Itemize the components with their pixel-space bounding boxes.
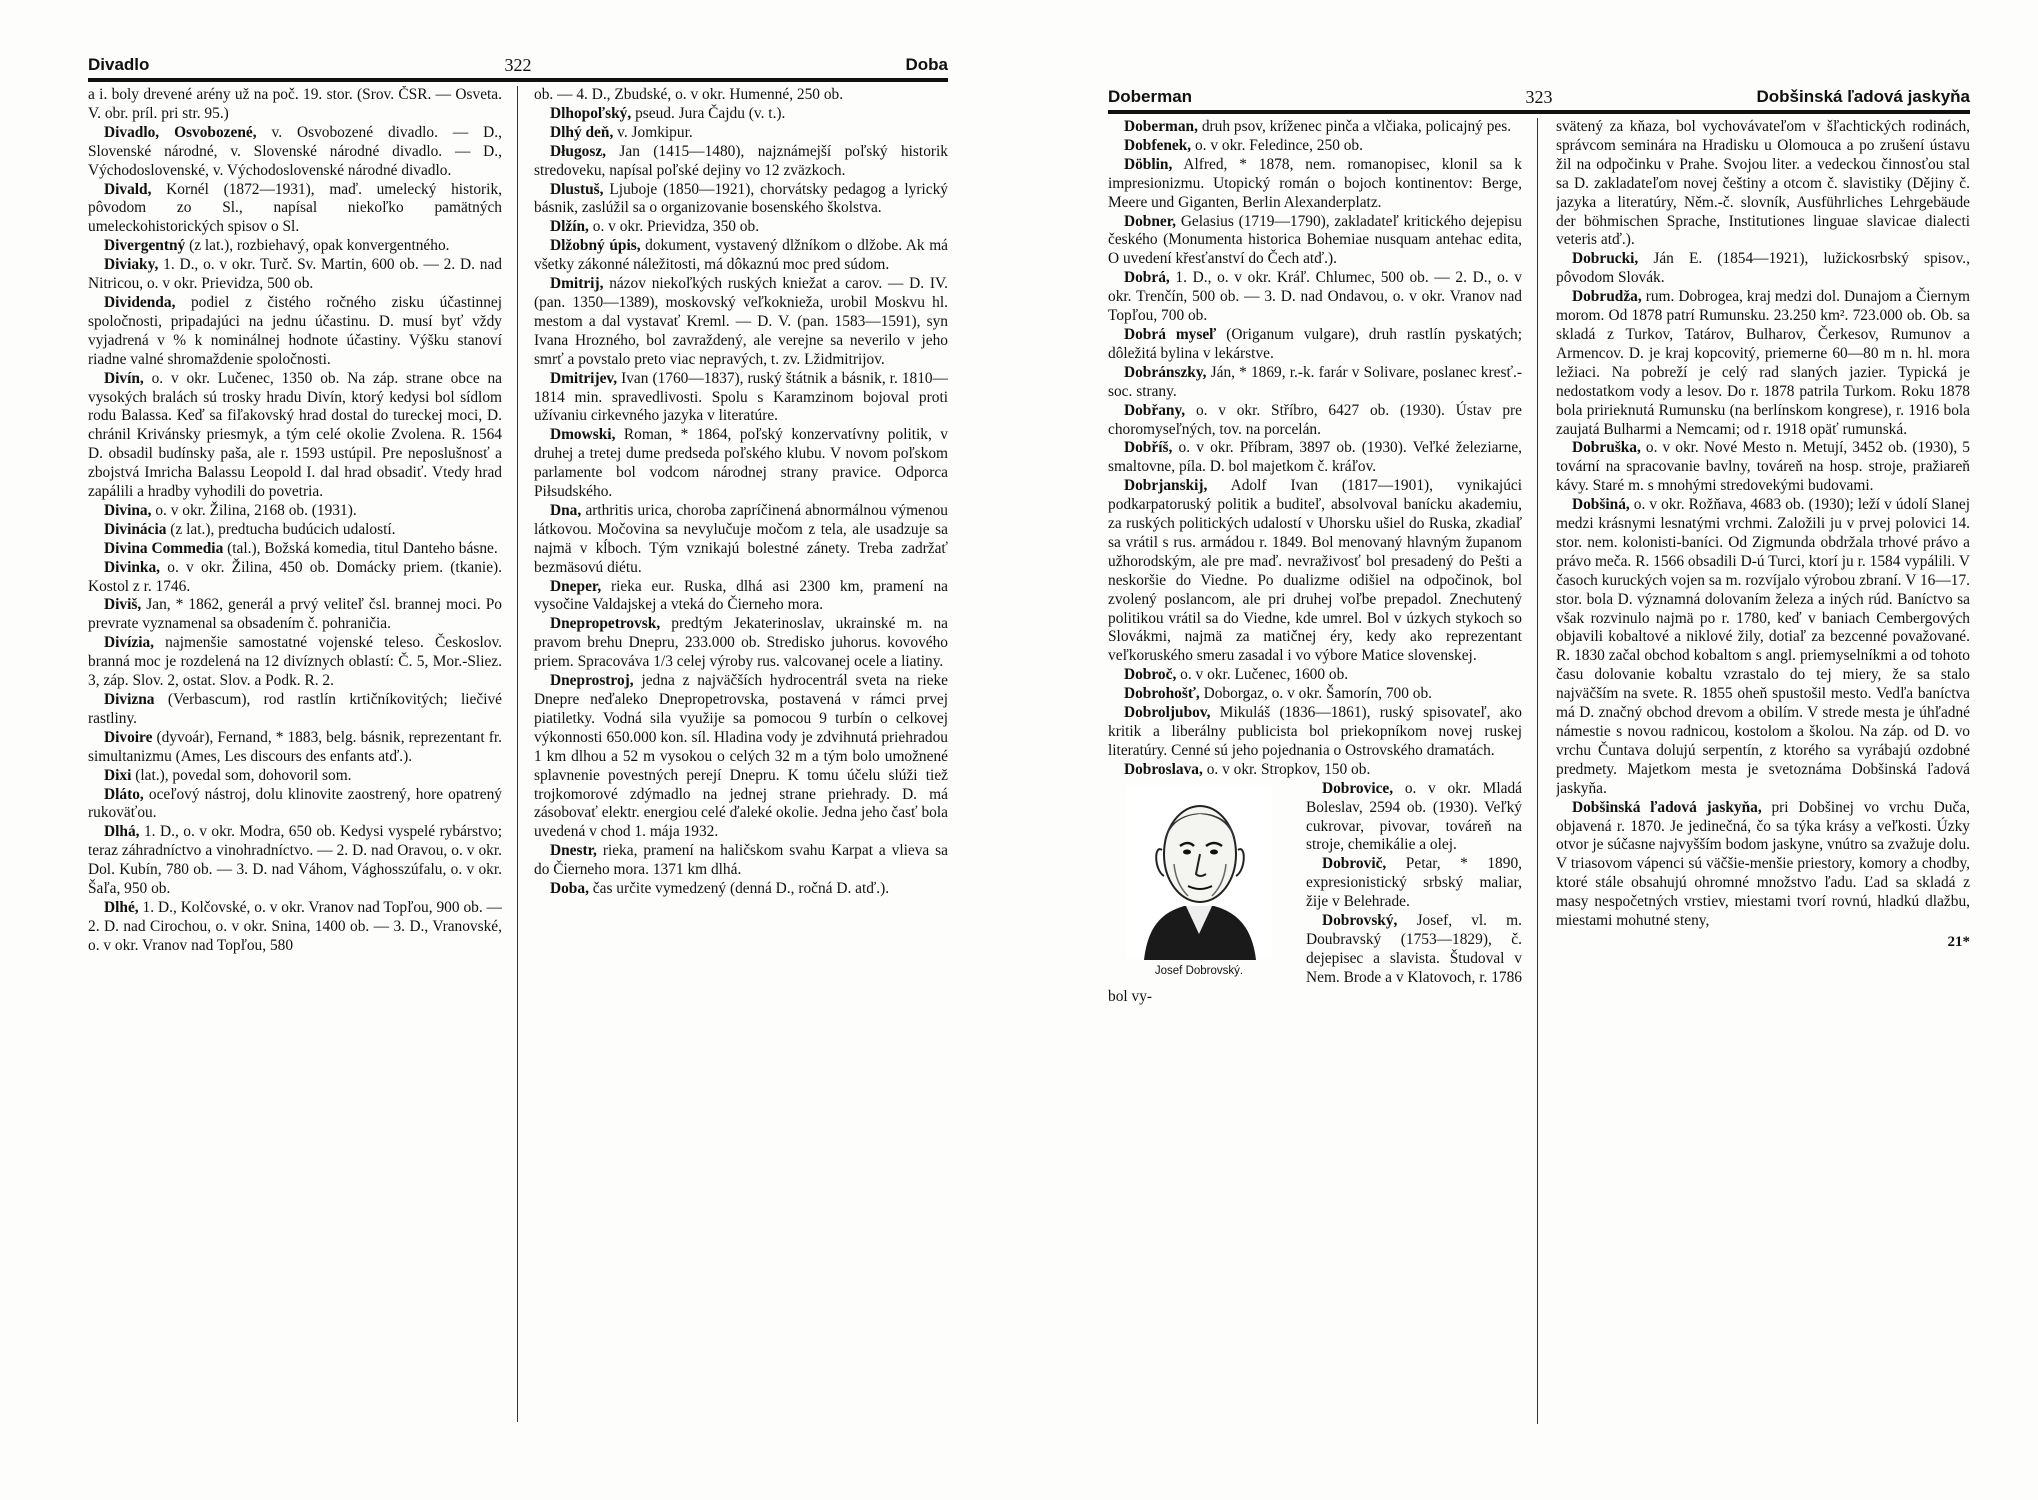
entry-headword: Dobruška, — [1572, 439, 1641, 457]
entry-headword: Döblin, — [1124, 155, 1173, 173]
right-column-1 — [1108, 118, 1522, 1484]
dictionary-entry — [534, 237, 948, 275]
entry-text: a i. boly drevené arény už na poč. 19. stor. (Srov. ČSR. — Osveta. V. obr. príl. pri str. 95.) — [88, 86, 502, 122]
entry-headword: Dlhopoľský, — [550, 104, 632, 122]
dictionary-entry — [1108, 685, 1522, 704]
entry-headword: Dlžín, — [550, 218, 589, 236]
right-page — [1108, 84, 1970, 1484]
left-column-2 — [534, 86, 948, 1482]
entry-headword: Dlžobný úpis, — [550, 237, 641, 255]
entry-headword: Długosz, — [550, 142, 607, 160]
entry-text: oceľový nástroj, dolu klinovite zaostrený, hore opatrený rukoväťou. — [88, 785, 502, 822]
dictionary-entry — [88, 767, 502, 786]
dictionary-entry — [1556, 496, 1970, 799]
dictionary-entry — [1108, 477, 1522, 666]
dictionary-entry — [1556, 288, 1970, 439]
entry-text: názov niekoľkých ruských kniežat a carov. — D. IV. (pan. 1350—1389), moskovský veľkoknieža, urobil Moskvu hl. mestom a dal vystavať Kreml. — D. V. (pan. 1583—1591), syn Ivana Hrozného, bol zavraždený, ale verejne sa neverilo v jeho smrť a povstalo preto viac nepravých, t. zv. Lžidmitrijov. — [534, 275, 948, 368]
entry-text: Ján E. (1854—1921), lužickosrbský spisov., pôvodom Slovák. — [1556, 250, 1970, 287]
entry-text: najmenšie samostatné vojenské teleso. Českoslov. branná moc je rozdelená na 12 divíznych oblastí: Č. 5, Mor.-Sliez. 3, záp. Slov. 2, ostat. Slov. a Podk. R. 2. — [88, 634, 502, 690]
entry-text: Ljuboje (1850—1921), chorvátsky pedagog a lyrický básnik, zaslúžil sa o organizovanie bosenského školstva. — [534, 180, 948, 217]
entry-text: Ján, * 1869, r.-k. farár v Solivare, poslanec kresť.-soc. strany. — [1108, 363, 1522, 400]
right-column-divider — [1537, 118, 1538, 1424]
entry-text: pri Dobšinej vo vrchu Duča, objavená r. 1870. Je jedinečná, čo sa týka krásy a veľkosti. Úzky otvor je súčasne najvyšším bodom jaskyne, vnútro sa zvažuje dolu. V triasovom vápenci sú väčšie-menšie priestory, komory a chodby, ktoré stále obsahujú ohromné množstvo ľadu. Ľad sa skladá z masy nespočetných vrstiev, miestami tvorí rovnú, hladkú dlažbu, miestami mohutné steny, — [1556, 798, 1970, 930]
dictionary-entry — [88, 521, 502, 540]
entry-text: o. v okr. Příbram, 3897 ob. (1930). Veľké železiarne, smaltovne, píla. D. bol majetkom č. kráľov. — [1108, 439, 1522, 476]
entry-headword: Dneprostroj, — [550, 672, 634, 690]
entry-text: o. v okr. Lučenec, 1350 ob. Na záp. strane obce na vysokých bralách sú trosky hradu Divín, ktorý kedysi bol sídlom rodu Balassa. Keď sa fiľakovský hrad dostal do tureckej moci, D. chránil Krivánsky priesmyk, a tým celé okolie Zvolena. R. 1564 D. obsadil budínsky paša, ale r. 1593 ustúpil. Pre neposlušnosť a zbojstvá Imricha Balassu Leopold I. dal hrad obsadiť. Vtedy hrad zapálili a hradby vyhodili do povetria. — [88, 369, 502, 501]
entry-headword: Dobřany, — [1124, 401, 1186, 419]
entry-headword: Divín, — [104, 369, 144, 387]
dictionary-entry — [534, 275, 948, 370]
right-page-number: 323 — [1525, 87, 1553, 107]
entry-headword: Dna, — [550, 501, 582, 519]
right-running-header — [1108, 84, 1970, 114]
entry-headword: Dobříš, — [1124, 439, 1173, 457]
entry-headword: Dobroslava, — [1124, 760, 1203, 778]
entry-text: (dyvoár), Fernand, * 1883, belg. básnik, reprezentant fr. simultanizmu (Ames, Les discours des enfants atď.). — [88, 728, 502, 765]
dictionary-entry — [1108, 761, 1522, 780]
entry-headword: Dixi — [104, 766, 132, 784]
signature-mark: 21* — [1947, 933, 1970, 950]
entry-headword: Dobrá, — [1124, 269, 1170, 287]
left-header-first-entry: Divadlo — [88, 55, 150, 74]
entry-headword: Dobrá myseľ — [1124, 325, 1217, 343]
dictionary-entry — [1556, 799, 1970, 931]
dictionary-entry — [88, 559, 502, 597]
entry-headword: Dobfenek, — [1124, 136, 1192, 154]
dictionary-entry — [88, 370, 502, 502]
entry-headword: Dobrovice, — [1322, 779, 1394, 797]
entry-text: Petar, * 1890, expresionistický srbský maliar, žije v Belehrade. — [1306, 855, 1522, 911]
entry-headword: Doberman, — [1124, 118, 1198, 135]
dictionary-entry — [534, 105, 948, 124]
dictionary-entry — [534, 672, 948, 842]
entry-text: v. Jomkipur. — [617, 123, 693, 141]
entry-headword: Divina, — [104, 501, 152, 519]
entry-text: druh psov, kríženec pinča a vlčiaka, policajný pes. — [1201, 118, 1512, 135]
entry-text: Adolf Ivan (1817—1901), vynikajúci podkarpatoruský politik a buditeľ, absolvoval banícku akademiu, za ruských politických udalostí v Uhorsku ušiel do Ruska, zkadiaľ sa vrátil s rus. armádou r. 1849. Bol menovaný hlavným županom užhorodským, ale pre maď. nevraživosť bol presadený do Pešti a neskoršie do Viedne. Po dualizme odišiel na odpočinok, bol zvolený poslancom, ale pri druhej voľbe prepadol. Znechutený politikou vrátil sa do Viedne, kde umrel. Bol v úzkych stykoch so Slovákmi, najmä za matičnej éry, kedy ako reprezentant veľkoruského smeru zasadal i vo výbore Matice slovenskej. — [1108, 477, 1522, 665]
entry-text: o. v okr. Prievidza, 350 ob. — [592, 218, 760, 236]
dictionary-entry — [88, 256, 502, 294]
entry-headword: Divizna — [104, 691, 155, 708]
entry-text: o. v okr. Nové Mesto n. Metují, 3452 ob. (1930), 5 tovární na spracovanie bavlny, továreň na hosp. stroje, pražiareň kávy. Staré m. s mnohými stredovekými budovami. — [1556, 439, 1970, 495]
dictionary-entry — [534, 502, 948, 578]
entry-headword: Dobránszky, — [1124, 363, 1207, 381]
portrait-engraving-icon — [1124, 784, 1274, 960]
dictionary-entry — [534, 124, 948, 143]
entry-text: rieka, pramení na haličskom svahu Karpat a vlieva sa do Čierneho mora. 1371 km dlhá. — [534, 842, 948, 879]
entry-headword: Dobrjanskij, — [1124, 477, 1208, 495]
dobrovsky-portrait-figure — [1108, 784, 1294, 981]
entry-text: o. v okr. Žilina, 2168 ob. (1931). — [155, 501, 357, 519]
entry-headword: Divízia, — [104, 634, 155, 652]
entry-text: o. v okr. Feledince, 250 ob. — [1194, 136, 1363, 154]
entry-headword: Dobrovič, — [1322, 855, 1387, 873]
entry-headword: Divina Commedia — [104, 539, 224, 557]
entry-headword: Dobroljubov, — [1124, 704, 1211, 722]
entry-text: dokument, vystavený dlžníkom o dlžobe. Ak má všetky zákonné náležitosti, má dôkaznú moc pred súdom. — [534, 237, 948, 274]
entry-text: Josef, vl. m. Doubravský (1753—1829), č. dejepisec a slavista. Študoval v Nem. Brode a v Klatovoch, r. 1786 bol vy- — [1108, 912, 1522, 1005]
entry-text: v. Osvobozené divadlo. — D., Slovenské národné, v. Slovenské národné divadlo. — D., Východoslovenské, v. Východoslovenské národné divadlo. — [88, 123, 502, 179]
entry-headword: Dlhé, — [104, 898, 139, 916]
entry-text: rum. Dobrogea, kraj medzi dol. Dunajom a Čiernym morom. Od 1878 patrí Rumunsku. 23.250 km². 723.000 ob. Ob. sa skladá z Turkov, Tatárov, Bulharov, Čerkesov, Rumunov a Armencov. D. je kraj kopcovitý, priemerne 60—80 m n. hl. mora ležiaci. Na pobreží je celý rad slaných jazier. Typická je nedostatkom vody a lesov. Do r. 1878 patrila Turkom. Roku 1878 bola pririeknutá Rumunsku (na berlínskom kongrese), r. 1916 bola zaujatá Bulharmi a Nemcami; od r. 1918 opäť rumunská. — [1556, 288, 1970, 438]
entry-headword: Diviaky, — [104, 256, 159, 274]
dictionary-entry — [1108, 439, 1522, 477]
right-header-first-entry: Doberman — [1108, 87, 1193, 106]
dictionary-entry — [534, 143, 948, 181]
entry-text: predtým Jekaterinoslav, ukrainské m. na pravom brehu Dnepru, 233.000 ob. Stredisko juhorus. kovového priem. Spracováva 1/3 celej výroby rus. valcovanej ocele a liatiny. — [534, 615, 948, 671]
entry-headword: Dmitrij, — [550, 275, 604, 293]
entry-text: Jan (1415—1480), najznámejší poľský historik stredoveku, napísal poľské dejiny vo 12 zväzkoch. — [534, 142, 948, 179]
entry-text: 1. D., Kolčovské, o. v okr. Vranov nad Topľou, 900 ob. — 2. D. nad Cirochou, o. v okr. Snina, 1400 ob. — 3. D., Vranovské, o. v okr. Vranov nad Topľou, 580 — [88, 898, 502, 954]
entry-text: (tal.), Božská komedia, titul Danteho básne. — [227, 539, 498, 557]
entry-headword: Divinácia — [104, 520, 167, 538]
dictionary-entry — [1108, 213, 1522, 270]
entry-text: 1. D., o. v okr. Turč. Sv. Martin, 600 ob. — 2. D. nad Nitricou, o. v okr. Prievidza, 500 ob. — [88, 256, 502, 293]
dictionary-entry — [534, 86, 948, 105]
dictionary-entry — [1108, 364, 1522, 402]
entry-headword: Dobrudža, — [1572, 288, 1642, 306]
entry-text: (z lat.), rozbiehavý, opak konvergentného. — [189, 237, 450, 255]
entry-text: o. v okr. Lučenec, 1600 ob. — [1180, 666, 1349, 684]
entry-text: o. v okr. Mladá Boleslav, 2594 ob. (1930). Veľký cukrovar, pivovar, továreň na stroje, chemikálie a olej. — [1306, 779, 1522, 854]
entry-headword: Dmowski, — [550, 426, 616, 444]
entry-headword: Dlhá, — [104, 823, 140, 841]
dictionary-entry — [88, 823, 502, 899]
dictionary-entry — [88, 634, 502, 691]
entry-headword: Dmitrijev, — [550, 369, 618, 387]
entry-headword: Dobrovský, — [1322, 912, 1398, 930]
dictionary-entry — [88, 786, 502, 824]
entry-text: Jan, * 1862, generál a prvý veliteľ čsl. brannej moci. Po prevrate vyznamenal sa obsadením č. pohraničia. — [88, 596, 502, 633]
dictionary-entry — [1556, 439, 1970, 496]
dictionary-entry — [1108, 269, 1522, 326]
entry-text: o. v okr. Stropkov, 150 ob. — [1206, 760, 1371, 778]
dictionary-entry — [534, 218, 948, 237]
dictionary-entry — [88, 899, 502, 956]
entry-text: čas určite vymedzený (denná D., ročná D. atď.). — [592, 880, 890, 898]
dictionary-entry — [88, 691, 502, 729]
dictionary-entry — [534, 370, 948, 427]
entry-text: o. v okr. Stříbro, 6427 ob. (1930). Ústav pre choromyseľných, tov. na porcelán. — [1108, 401, 1522, 438]
entry-text: jedna z najväčších hydrocentrál sveta na rieke Dnepre neďaleko Dnepropetrovska, postavená v rámci prvej piatiletky. Vodná sila využije sa pomocou 9 turbín o celkovej výkonnosti 650.000 kon. síl. Hladina vody je zdvihnutá priehradou 1 km dlhou a 52 m vysokou o celých 32 m a tým bolo umožnené splavnenie povestných perejí Dnepru. K tomu účelu slúži tiež trojkomorové zdýmadlo na jednej strane priehrady. D. má zásobovať elektr. energiou celé ďaleké okolie. Jedna jeho časť bola uvedená v chod 1. mája 1932. — [534, 672, 948, 841]
dictionary-entry — [88, 86, 502, 124]
entry-headword: Dobrucki, — [1572, 250, 1639, 268]
entry-headword: Dnestr, — [550, 842, 597, 860]
entry-text: Doborgaz, o. v okr. Šamorín, 700 ob. — [1203, 685, 1433, 703]
entry-text: svätený za kňaza, bol vychovávateľom v šľachtických rodinách, správcom seminára na Hradisku u Olomouca a po zrušení ústavu žil na odpočinku v Prahe. Svojou liter. a vedeckou činnosťou stal sa D. zakladateľom novej češtiny a otcom č. slavistiky (Dějiny č. jazyka a literatúry, Něm.-č. slovník, Ausführliches Lehrgebäude der böhmischen Sprache, Institutiones linguae slavicae dialecti veteris atď.). — [1556, 118, 1970, 249]
left-page — [88, 52, 948, 1482]
entry-headword: Diviš, — [104, 596, 142, 614]
entry-headword: Dlustuš, — [550, 180, 604, 198]
dictionary-entry — [88, 596, 502, 634]
entry-text: (Verbascum), rod rastlín krtičníkovitých; liečivé rastliny. — [88, 691, 502, 727]
entry-text: o. v okr. Rožňava, 4683 ob. (1930); leží v údolí Slanej medzi krásnymi lesnatými vrchmi. Založili ju v prvej polovici 14. stor. nem. kolonisti-baníci. Od Zigmunda obdržala trhové právo a právo meča. R. 1566 obsadili D-ú Turci, ktorí ju r. 1584 vypálili. V časoch kuruckých vojen sa m. rozvíjalo výrobou zbraní. V 16—17. stor. bola D. významná dolovaním železa a iných rúd. Baníctvo sa však rozvinulo najmä po r. 1780, keď v baniach Cembergových objavili kobaltové a niklové žily, dotiaľ za bezcenné považované. R. 1830 začal obchod kobaltom s angl. priemyselníkmi a od tohoto času dolovanie kobaltu vzrastalo do tej miery, že sa stalo najväčším na svete. R. 1855 oheň spustošil mesto. Vedľa baníctva má D. značný obchod drevom a obilím. V strede mesta je úhľadné námestie s novou radnicou, kostolom a školou. Na záp. od D. vo vrchu Čuntava dolujú serpentín, z ktorého sa vyrábajú ozdobné predmety. Majetkom mesta je svetoznáma Dobšinská ľadová jaskyňa. — [1556, 496, 1970, 797]
dictionary-entry — [534, 181, 948, 219]
entry-headword: Divergentný — [104, 237, 186, 255]
dictionary-entry — [534, 578, 948, 616]
entry-headword: Dobroč, — [1124, 666, 1177, 684]
entry-text: ob. — 4. D., Zbudské, o. v okr. Humenné, 250 ob. — [534, 86, 844, 103]
entry-text: o. v okr. Žilina, 450 ob. Domácky priem. (tkanie). Kostol z r. 1746. — [88, 558, 502, 595]
dictionary-entry — [534, 880, 948, 899]
entry-text: rieka eur. Ruska, dlhá asi 2300 km, pramení na vysočine Valdajskej a vteká do Čierneho mora. — [534, 577, 948, 614]
entry-text: arthritis urica, choroba zapríčinená abnormálnou výmenou látkovou. Močovina sa nevylučuje močom z tela, ale usadzuje sa najmä v kĺboch. Tým vznikajú bolestné zánety. Treba zadržať bezmäsovú diétu. — [534, 501, 948, 576]
entry-headword: Divadlo, Osvobozené, — [104, 123, 257, 141]
entry-text: 1. D., o. v okr. Kráľ. Chlumec, 500 ob. — 2. D., o. v okr. Trenčín, 500 ob. — 3. D. nad Ondavou, o. v okr. Vranov nad Topľou, 700 ob. — [1108, 269, 1522, 325]
dictionary-entry — [1108, 156, 1522, 213]
entry-headword: Doba, — [550, 880, 589, 898]
portrait-caption: Josef Dobrovský. — [1154, 964, 1244, 977]
entry-text: Gelasius (1719—1790), zakladateľ kritického dejepisu českého (Monumenta historica Bohemiae nusquam antehac edita, O uvedení křesťanství do Čech atď.). — [1108, 212, 1522, 268]
entry-headword: Divinka, — [104, 558, 161, 576]
entry-text: podiel z čistého ročného zisku účastinnej spoločnosti, pripadajúci na jednu účastinu. D. musí byť vždy vyjadrená v % k nominálnej hodnote účastiny. Výšku stanoví riadne valné shromaždenie spoločnosti. — [88, 293, 502, 368]
dictionary-entry — [1556, 250, 1970, 288]
dictionary-entry — [88, 294, 502, 370]
dictionary-entry — [1108, 137, 1522, 156]
dictionary-entry — [534, 842, 948, 880]
entry-headword: Dobrohošť, — [1124, 685, 1200, 703]
entry-headword: Divoire — [104, 728, 153, 746]
entry-text: (z lat.), predtucha budúcich udalostí. — [170, 520, 396, 538]
left-column-divider — [517, 86, 518, 1422]
entry-text: (lat.), povedal som, dohovoril som. — [135, 766, 352, 784]
entry-headword: Dividenda, — [104, 293, 176, 311]
dictionary-entry — [88, 237, 502, 256]
entry-headword: Dobšinská ľadová jaskyňa, — [1572, 798, 1762, 816]
entry-text: Ivan (1760—1837), ruský štátnik a básnik, r. 1810—1814 min. spravedlivosti. Spolu s Karamzinom bojoval proti užívaniu cirkevného jazyka v literatúre. — [534, 369, 948, 425]
right-header-last-entry: Dobšinská ľadová jaskyňa — [1756, 87, 1970, 106]
entry-text: Kornél (1872—1931), maď. umelecký historik, pôvodom zo Sl., napísal niekoľko pamätných umeleckohistorických spisov o Sl. — [88, 180, 502, 236]
dictionary-entry — [1108, 666, 1522, 685]
entry-headword: Dobšiná, — [1572, 496, 1630, 514]
entry-headword: Dlhý deň, — [550, 123, 614, 141]
entry-text: pseud. Jura Čajdu (v. t.). — [635, 104, 786, 122]
entry-headword: Dobner, — [1124, 212, 1177, 230]
entry-headword: Dneper, — [550, 577, 602, 595]
dictionary-entry — [1108, 326, 1522, 364]
dictionary-entry — [1108, 402, 1522, 440]
entry-text: Alfred, * 1878, nem. romanopisec, klonil sa k impresionizmu. Utopický román o bojoch kontinentov: Berge, Meere und Giganten, Berlin Alexanderplatz. — [1108, 155, 1522, 211]
right-column-2 — [1556, 118, 1970, 1484]
entry-text: Mikuláš (1836—1861), ruský spisovateľ, ako kritik a liberálny publicista bol priekopníkom novej ruskej literatúry. Cenné sú jeho pojednania o Ostrovského dramatách. — [1108, 704, 1522, 759]
left-page-number: 322 — [504, 55, 532, 75]
dictionary-entry — [1108, 118, 1522, 137]
dictionary-entry — [88, 181, 502, 238]
dictionary-entry — [88, 124, 502, 181]
entry-text: (Origanum vulgare), druh rastlín pyskatých; dôležitá bylina v lekárstve. — [1108, 325, 1522, 362]
entry-headword: Divald, — [104, 180, 152, 198]
entry-headword: Dláto, — [104, 785, 144, 803]
left-column-1 — [88, 86, 502, 1482]
left-header-last-entry: Doba — [905, 55, 948, 74]
dictionary-entry — [88, 502, 502, 521]
dictionary-entry — [534, 615, 948, 672]
dictionary-entry — [1556, 118, 1970, 250]
entry-text: Roman, * 1864, poľský konzervatívny politik, v druhej a tretej dume predseda poľského klubu. V novom poľskom parlamente bol vodcom národnej strany pravice. Odporca Piłsudského. — [534, 426, 948, 501]
entry-headword: Dnepropetrovsk, — [550, 615, 661, 633]
dictionary-entry — [88, 729, 502, 767]
dictionary-entry — [88, 540, 502, 559]
dictionary-entry — [534, 426, 948, 502]
dictionary-entry — [1108, 704, 1522, 761]
entry-text: 1. D., o. v okr. Modra, 650 ob. Kedysi vyspelé rybárstvo; teraz záhradníctvo a vinohradníctvo. — 2. D. nad Oravou, o. v okr. Dol. Kubín, 780 ob. — 3. D. nad Váhom, Vághosszúfalu, o. v okr. Šaľa, 950 ob. — [88, 823, 502, 898]
left-running-header — [88, 52, 948, 82]
